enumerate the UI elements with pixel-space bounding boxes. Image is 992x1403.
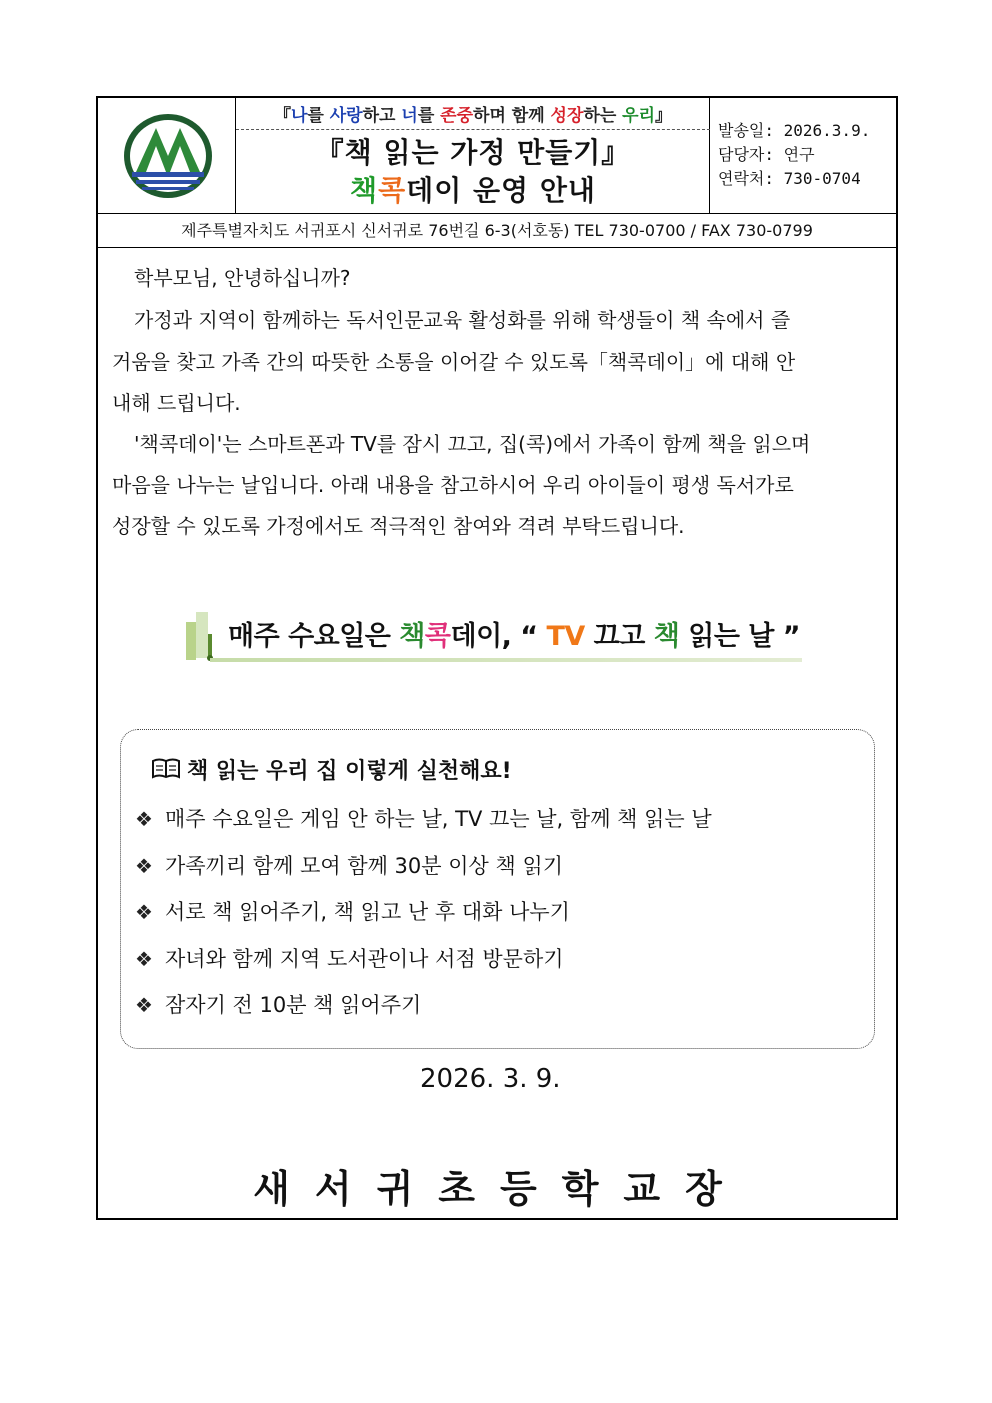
motto-segment: 우리 [622, 106, 656, 126]
motto-segment: 『 [273, 106, 291, 126]
greeting: 학부모님, 안녕하십니까? [134, 266, 351, 290]
diamond-bullet-icon: ❖ [135, 947, 153, 971]
body-line-2: 거움을 찾고 가족 간의 따뜻한 소통을 이어갈 수 있도록「책콕데이」에 대해 안 [112, 350, 796, 374]
motto-segment: 하는 [583, 106, 623, 126]
motto-segment: 사랑 [329, 106, 363, 126]
banner-mid: 데이, “ [450, 621, 547, 652]
manager: 담당자: 연구 [718, 145, 815, 164]
motto-segment: 하며 함께 [473, 106, 551, 126]
banner-text [228, 614, 800, 653]
practice-item [135, 804, 712, 834]
diamond-bullet-icon: ❖ [135, 807, 153, 831]
practice-item [135, 851, 563, 881]
school-logo-icon [122, 112, 214, 200]
practice-item-text: 매주 수요일은 게임 안 하는 날, TV 끄는 날, 함께 책 읽는 날 [165, 807, 712, 831]
practice-item [135, 990, 421, 1020]
motto-segment: 나 [290, 106, 308, 126]
banner-prefix: 매주 수요일은 [228, 621, 400, 652]
diamond-bullet-icon: ❖ [135, 993, 153, 1017]
logo-cell [98, 98, 236, 214]
motto-segment: 존중 [440, 106, 474, 126]
practice-title [151, 754, 512, 785]
practice-item-text: 서로 책 읽어주기, 책 읽고 난 후 대화 나누기 [165, 900, 570, 924]
contact: 연락처: 730-0704 [718, 169, 861, 188]
school-address: 제주특별자치도 서귀포시 신서귀로 76번길 6-3(서호동) TEL 730-0700 / FAX 730-0799 [98, 214, 896, 248]
title-cell [236, 98, 710, 214]
info-cell [710, 98, 896, 214]
banner-word-book: 책 [653, 621, 680, 652]
diamond-bullet-icon: ❖ [135, 900, 153, 924]
leaf-decoration-icon [182, 608, 222, 664]
wednesday-banner [180, 606, 810, 666]
open-book-icon [151, 758, 181, 780]
subtitle-rest: 데이 운영 안내 [406, 174, 596, 207]
banner-word-kok: 콕 [424, 621, 451, 652]
motto-segment: 』 [655, 106, 673, 126]
practice-item-text: 가족끼리 함께 모여 함께 30분 이상 책 읽기 [165, 854, 564, 878]
school-motto [236, 102, 710, 130]
sent-date: 발송일: 2026.3.9. [718, 121, 871, 140]
body-line-3: 내해 드립니다. [112, 391, 241, 415]
banner-word-tv: TV [546, 621, 585, 652]
motto-segment: 를 [417, 106, 441, 126]
motto-segment: 성장 [550, 106, 584, 126]
body-line-1: 가정과 지역이 함께하는 독서인문교육 활성화를 위해 학생들이 책 속에서 즐 [134, 308, 791, 332]
header [98, 98, 896, 214]
diamond-bullet-icon: ❖ [135, 854, 153, 878]
subtitle-word-chaek: 책 [350, 174, 379, 207]
notice-date: 2026. 3. 9. [420, 1064, 561, 1094]
notice-subtitle [236, 174, 710, 208]
principal-signature: 새서귀초등학교장 [253, 1167, 747, 1211]
practice-item-text: 자녀와 함께 지역 도서관이나 서점 방문하기 [165, 947, 564, 971]
subtitle-word-kok: 콕 [378, 174, 407, 207]
banner-suffix: 읽는 날 ” [679, 621, 801, 652]
body-line-5: 마음을 나누는 날입니다. 아래 내용을 참고하시어 우리 아이들이 평생 독서가로 [112, 473, 794, 497]
practice-box [120, 729, 875, 1049]
banner-underline [210, 658, 802, 662]
motto-segment: 를 [307, 106, 330, 126]
practice-title-text: 책 읽는 우리 집 이렇게 실천해요! [187, 759, 512, 784]
body-line-4: '책콕데이'는 스마트폰과 TV를 잠시 끄고, 집(콕)에서 가족이 함께 책을 읽으며 [134, 432, 811, 456]
practice-item [135, 944, 564, 974]
motto-segment: 하고 [362, 106, 402, 126]
practice-item-text: 잠자기 전 10분 책 읽어주기 [165, 993, 422, 1017]
banner-word-chaek: 책 [399, 621, 425, 652]
practice-item [135, 897, 570, 927]
notice-title: 『책 읽는 가정 만들기』 [315, 136, 631, 169]
body-line-6: 성장할 수 있도록 가정에서도 적극적인 참여와 격려 부탁드립니다. [112, 514, 685, 538]
banner-mid2: 끄고 [584, 621, 654, 652]
motto-segment: 너 [401, 106, 418, 126]
